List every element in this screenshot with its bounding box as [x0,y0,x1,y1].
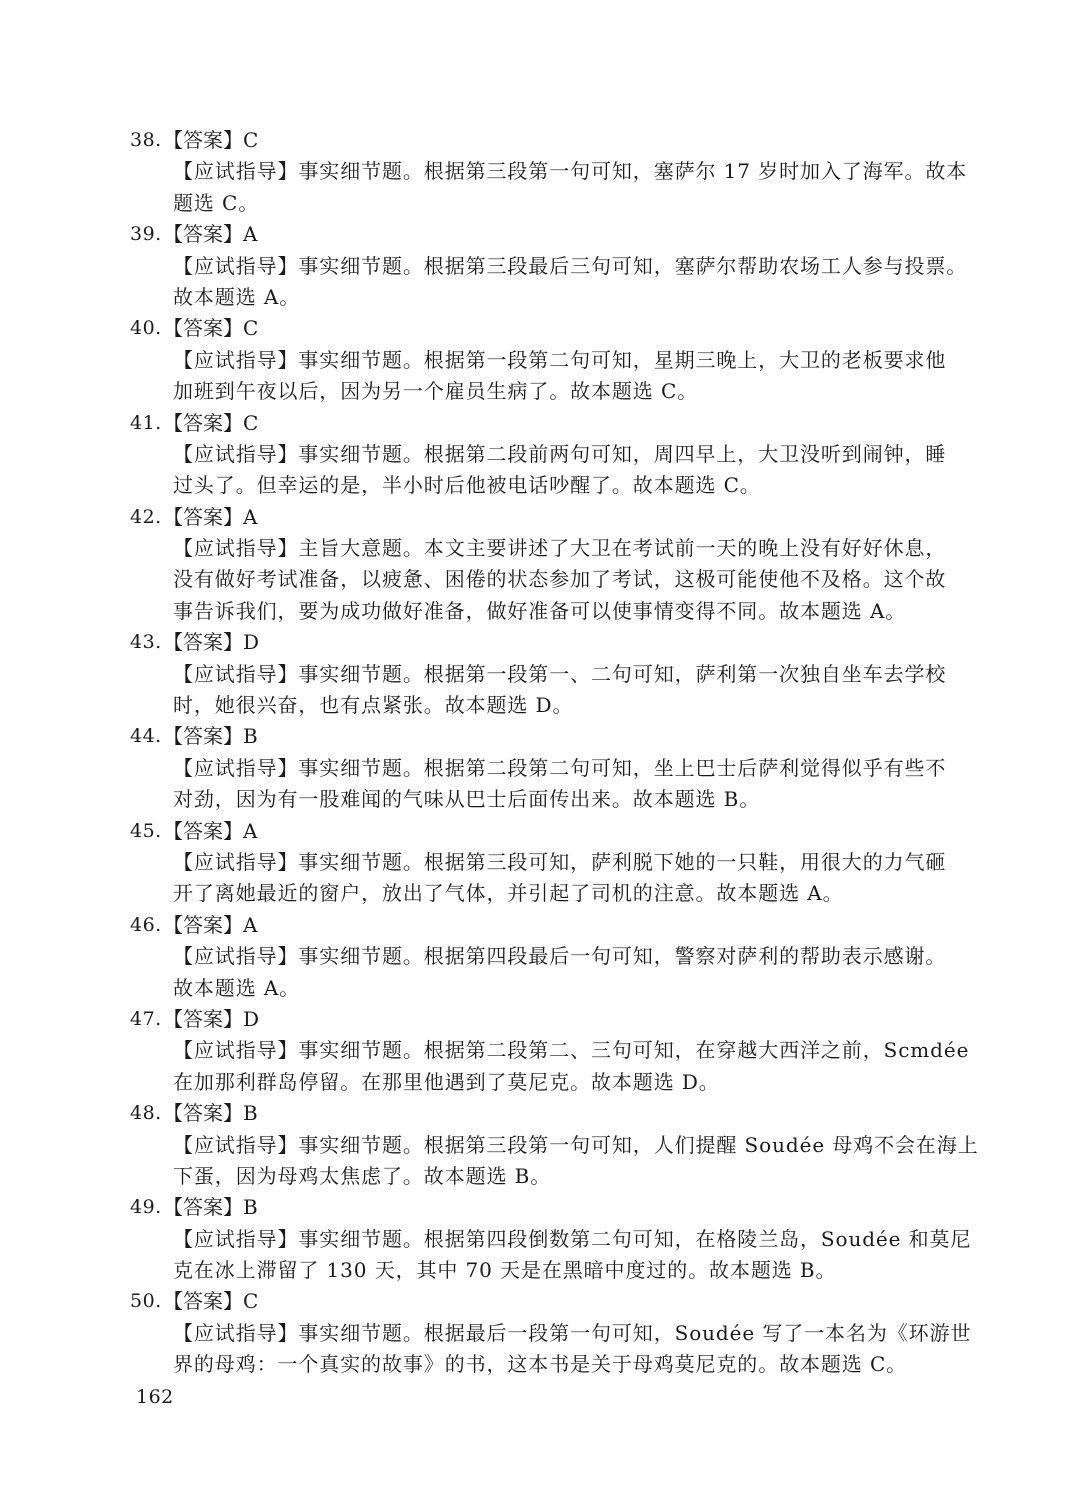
answer-text: 【答案】A [163,222,258,247]
guide-line: 【应试指导】事实细节题。根据第三段最后三句可知，塞萨尔帮助农场工人参与投票。 [173,253,968,278]
question-number: 38. [130,129,162,151]
answer-line [130,502,950,533]
question-number: 46. [130,913,162,936]
answer-line [130,910,950,941]
question-number: 40. [130,317,162,340]
guide-line: 加班到午夜以后，因为另一个雇员生病了。故本题选 C。 [173,379,699,404]
guide-line: 题选 C。 [173,190,260,215]
answer-item [130,627,950,721]
answer-text: 【答案】B [163,1195,258,1220]
answer-line [130,219,950,250]
answer-line [130,627,950,658]
answer-text: 【答案】A [163,818,258,843]
guide-line: 【应试指导】事实细节题。根据第二段第二句可知，坐上巴士后萨利觉得似乎有些不 [173,755,947,780]
question-number: 42. [130,505,162,528]
question-number: 39. [130,223,162,246]
answer-text: 【答案】D [163,630,260,655]
question-number: 45. [130,819,162,842]
answer-item [130,219,968,313]
guide-line: 【应试指导】事实细节题。根据第四段最后一句可知，警察对萨利的帮助表示感谢。 [173,944,947,969]
guide-line: 时，她很兴奋，也有点紧张。故本题选 D。 [173,693,574,718]
answer-text: 【答案】C [163,410,259,435]
answer-item [130,910,950,1004]
question-number: 41. [130,411,162,434]
guide-line: 【应试指导】事实细节题。根据第一段第二句可知，星期三晚上，大卫的老板要求他 [173,347,947,372]
answer-line [130,313,950,344]
guide-line: 【应试指导】事实细节题。根据第三段可知，萨利脱下她的一只鞋，用很大的力气砸 [173,849,947,874]
answer-item [130,502,950,628]
answer-item [130,1286,972,1380]
answer-line [130,1098,950,1129]
answer-item [130,721,950,815]
guide-line: 在加那利群岛停留。在那里他遇到了莫尼克。故本题选 D。 [173,1069,720,1094]
answer-text: 【答案】D [163,1006,260,1031]
guide-line: 故本题选 A。 [173,975,301,1000]
guide-line: 克在冰上滞留了 130 天，其中 70 天是在黑暗中度过的。故本题选 B。 [173,1258,837,1283]
guide-line: 【应试指导】事实细节题。根据第二段前两句可知，周四早上，大卫没听到闹钟，睡 [173,441,947,466]
guide-line: 【应试指导】事实细节题。根据最后一段第一句可知，Soudée 写了一本名为《环游世 [173,1320,972,1345]
page-number: 162 [136,1386,174,1408]
guide-line: 【应试指导】事实细节题。根据第三段第一句可知，塞萨尔 17 岁时加入了海军。故本 [173,159,968,184]
answer-text: 【答案】C [163,316,259,341]
answer-line [130,721,950,752]
guide-line: 过头了。但幸运的是，半小时后他被电话吵醒了。故本题选 C。 [173,473,761,498]
guide-line: 【应试指导】事实细节题。根据第二段第二、三句可知，在穿越大西洋之前，Scmdée [173,1038,970,1063]
answer-item [130,1004,970,1098]
guide-line: 下蛋，因为母鸡太焦虑了。故本题选 B。 [173,1163,552,1188]
question-number: 43. [130,631,162,654]
guide-line: 没有做好考试准备，以疲惫、困倦的状态参加了考试，这极可能使他不及格。这个故 [173,567,947,592]
answer-text: 【答案】C [163,1289,259,1314]
answer-item [130,408,950,502]
answer-list [130,125,979,1381]
question-number: 48. [130,1102,162,1125]
guide-line: 事告诉我们，要为成功做好准备，做好准备可以使事情变得不同。故本题选 A。 [173,598,907,623]
question-number: 47. [130,1007,162,1030]
answer-line [130,1192,950,1223]
guide-line: 【应试指导】主旨大意题。本文主要讲述了大卫在考试前一天的晚上没有好好休息， [173,536,947,561]
guide-line: 界的母鸡：一个真实的故事》的书，这本书是关于母鸡莫尼克的。故本题选 C。 [173,1352,908,1377]
guide-line: 故本题选 A。 [173,284,301,309]
guide-line: 【应试指导】事实细节题。根据第三段第一句可知，人们提醒 Soudée 母鸡不会在海上 [173,1132,979,1157]
guide-line: 【应试指导】事实细节题。根据第四段倒数第二句可知，在格陵兰岛，Soudée 和莫尼 [173,1226,972,1251]
answer-line [130,1004,950,1035]
answer-item [130,1192,972,1286]
answer-item [130,1098,979,1192]
answer-item [130,816,950,910]
guide-line: 对劲，因为有一股难闻的气味从巴士后面传出来。故本题选 B。 [173,787,761,812]
answer-item [130,313,950,407]
question-number: 49. [130,1196,162,1219]
answer-text: 【答案】A [163,504,258,529]
guide-line: 【应试指导】事实细节题。根据第一段第一、二句可知，萨利第一次独自坐车去学校 [173,661,947,686]
answer-line [130,408,950,439]
answer-line [130,816,950,847]
question-number: 44. [130,725,162,748]
answer-text: 【答案】B [163,724,258,749]
guide-line: 开了离她最近的窗户，放出了气体，并引起了司机的注意。故本题选 A。 [173,881,844,906]
answer-item [130,125,968,219]
answer-text: 【答案】C [163,128,259,152]
answer-line [130,1286,950,1317]
answer-text: 【答案】B [163,1101,258,1126]
answer-line [130,125,950,156]
question-number: 50. [130,1290,162,1313]
answer-text: 【答案】A [163,912,258,937]
